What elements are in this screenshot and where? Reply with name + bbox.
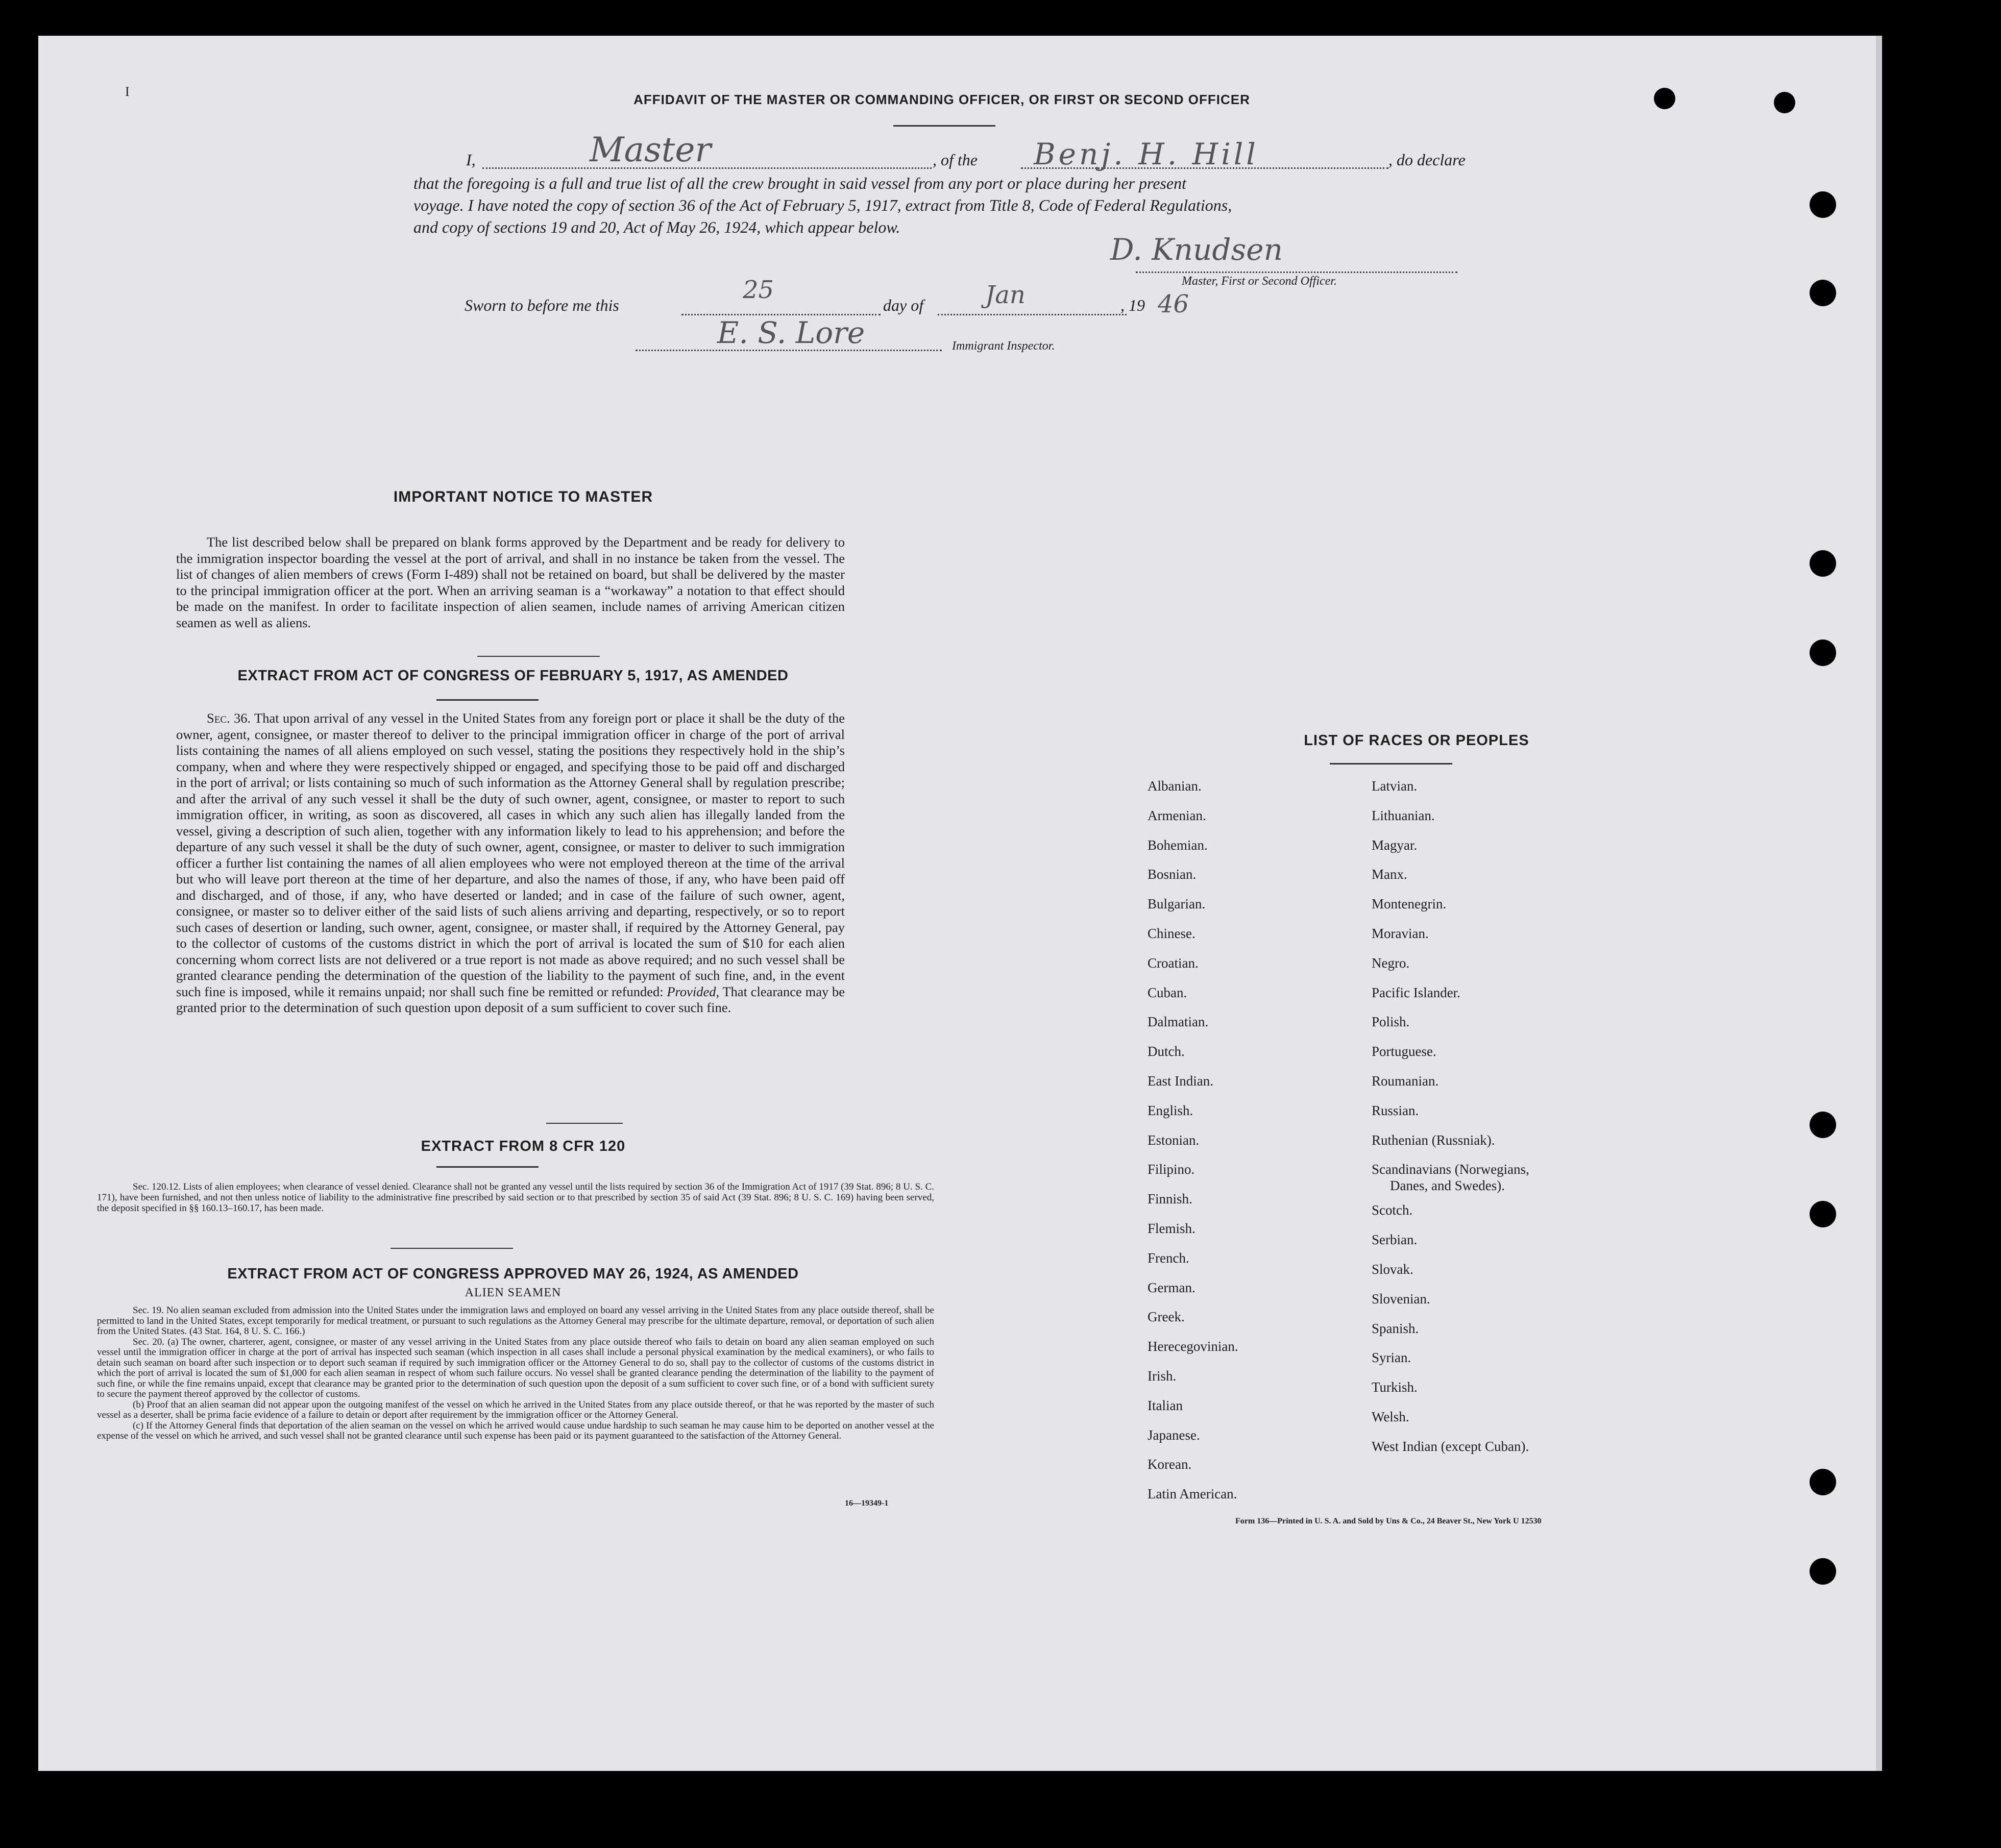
provided-word: Provided,: [667, 983, 720, 999]
race-item: English.: [1148, 1102, 1193, 1118]
punch-hole: [1810, 1469, 1836, 1495]
race-item: Flemish.: [1148, 1220, 1195, 1236]
extract-1917-body: [176, 710, 845, 1016]
race-item: Magyar.: [1372, 837, 1418, 853]
race-item: Bohemian.: [1148, 837, 1208, 853]
affidavit-statement: [413, 173, 1485, 238]
races-underline: [1330, 763, 1452, 765]
inspector-signature: E. S. Lore: [717, 315, 865, 350]
punch-hole: [1810, 1112, 1836, 1138]
race-item: Croatian.: [1148, 955, 1199, 971]
race-item: Polish.: [1372, 1014, 1410, 1030]
title-underline: [893, 125, 995, 127]
punch-hole: [1654, 88, 1675, 109]
race-item: German.: [1148, 1279, 1195, 1295]
extract-cfr-underline: [436, 1166, 539, 1168]
race-item: Roumanian.: [1372, 1073, 1439, 1089]
race-item: Welsh.: [1372, 1409, 1409, 1424]
alien-seamen-subtitle: ALIEN SEAMEN: [465, 1286, 562, 1299]
race-item: Estonian.: [1148, 1132, 1200, 1148]
affidavit-line-4: and copy of sections 19 and 20, Act of May 26, 1924, which appear below.: [413, 218, 900, 236]
section-20a-text: Sec. 20. (a) The owner, charterer, agent, consignee, or master of any vessel arriving in the United States from any place outside thereof who fails to detain on board any alien seaman employed on such vessel until the immigration officer in charge at the port of arrival has inspected such seaman (which inspection in all cases shall include a personal physical examination by the medical examiners), or who fails to detain such seaman on board after such inspection or to deport such seaman if required by such immigration officer or the Attorney General to do so, shall pay to the collector of customs of the customs district in which the port of arrival is located the sum of $1,000 for each alien seaman in respect of whom such failure occurs. No vessel shall be granted clearance pending the determination of the liability to the payment of such fine, or while the fine remains unpaid, except that clearance may be granted prior to the determination of such question upon the deposit of a sum sufficient to cover such fine, or of a bond with sufficient surety to secure the payment thereof approved by the collector of customs.: [97, 1336, 934, 1399]
race-item: Korean.: [1148, 1457, 1192, 1472]
race-item: Slovenian.: [1372, 1291, 1430, 1307]
race-item: Armenian.: [1148, 807, 1206, 823]
punch-hole: [1774, 92, 1795, 113]
race-item: Portuguese.: [1372, 1044, 1436, 1059]
section-20b-text: (b) Proof that an alien seaman did not appear upon the outgoing manifest of the vessel on which he arrived in the United States from any place outside thereof, or that he was reported by the master of such vessel as a deserter, shall be prima facie evidence of a failure to detain or deport after requirement by the immigration officer or the Attorney General.: [97, 1399, 934, 1420]
master-signature: D. Knudsen: [1110, 232, 1283, 267]
race-item: Manx.: [1372, 867, 1407, 882]
section-20c-text: (c) If the Attorney General finds that deportation of the alien seaman on the vessel on which he arrived would cause undue hardship to such seaman he may cause him to be deported on another vessel at the expense of the vessel on which he arrived, and such vessel shall not be granted clearance until such expense has been paid or its payment guaranteed to the satisfaction of the Attorney General.: [97, 1420, 934, 1441]
sworn-label: Sworn to before me this: [465, 296, 619, 314]
race-item: Latvian.: [1372, 778, 1418, 794]
extract-cfr-title: EXTRACT FROM 8 CFR 120: [421, 1138, 626, 1154]
section-36-label: Sec. 36.: [207, 710, 251, 726]
race-item: Scotch.: [1372, 1202, 1413, 1218]
corner-mark: I: [125, 84, 130, 99]
race-item: Serbian.: [1372, 1232, 1418, 1248]
extract-cfr-divider: [391, 1248, 513, 1249]
affidavit-title: AFFIDAVIT OF THE MASTER OR COMMANDING OFFICER, OR FIRST OR SECOND OFFICER: [633, 92, 1250, 107]
vessel-handwritten: Benj. H. Hill: [1034, 137, 1259, 171]
race-item: Lithuanian.: [1372, 807, 1435, 823]
race-item: Irish.: [1148, 1368, 1177, 1384]
race-item: Finnish.: [1148, 1191, 1192, 1207]
sworn-month-handwritten: Jan: [985, 281, 1026, 309]
day-of-label: day of: [883, 296, 924, 314]
race-item: Greek.: [1148, 1309, 1185, 1325]
races-right-column: [1372, 772, 1637, 1462]
extract-1917-divider: [546, 1123, 623, 1124]
race-item: Pacific Islander.: [1372, 984, 1460, 1000]
race-item: Danes, and Swedes).: [1390, 1178, 1505, 1194]
extract-1917-title: EXTRACT FROM ACT OF CONGRESS OF FEBRUARY 5, 1917, AS AMENDED: [237, 668, 789, 684]
extract-1917-underline: [436, 699, 539, 701]
race-item: Syrian.: [1372, 1350, 1411, 1366]
punch-hole: [1810, 280, 1836, 306]
sworn-day-handwritten: 25: [743, 276, 774, 304]
of-the-label: , of the: [933, 151, 978, 169]
section-19-text: Sec. 19. No alien seaman excluded from admission into the United States under the immigration laws and employed on board any vessel arriving in the United States from any place outside thereof, shall be permitted to land in the United States, except temporarily for medical treatment, or pursuant to such regulations as the Attorney General may prescribe for the ultimate departure, removal, or deportation of such alien from the United States. (43 Stat. 164, 8 U. S. C. 166.): [97, 1305, 934, 1337]
year-prefix: , 19: [1120, 296, 1145, 314]
race-item: Italian: [1148, 1397, 1183, 1413]
race-item: Turkish.: [1372, 1379, 1418, 1395]
extract-cfr-body: Sec. 120.12. Lists of alien employees; when clearance of vessel denied. Clearance shall not be granted any vessel until the lists required by section 36 of the Immigration Act of 1917 (39 Stat. 896; 8 U. S. C. 171), have been furnished, and not then unless notice of liability to the administrative fine prescribed by said section or to that prescribed by section 35 of said Act (39 Stat. 896; 8 U. S. C. 169) having been served, the deposit specified in §§ 160.13–160.17, has been made.: [97, 1181, 934, 1214]
year-handwritten: 46: [1158, 290, 1189, 318]
race-item: Moravian.: [1372, 925, 1429, 941]
race-item: Latin American.: [1148, 1486, 1237, 1502]
notice-divider: [477, 656, 600, 657]
race-item: Albanian.: [1148, 778, 1202, 794]
punch-hole: [1810, 1558, 1836, 1585]
affidavit-line-3: voyage. I have noted the copy of section 36 of the Act of February 5, 1917, extract from Title 8, Code of Federal Regulations,: [413, 196, 1232, 214]
inspector-caption: Immigrant Inspector.: [952, 339, 1055, 353]
notice-title: IMPORTANT NOTICE TO MASTER: [393, 488, 653, 505]
punch-hole: [1810, 1201, 1836, 1227]
race-item: Chinese.: [1148, 925, 1195, 941]
race-item: Japanese.: [1148, 1427, 1200, 1443]
printer-note: Form 136—Printed in U. S. A. and Sold by Uns & Co., 24 Beaver St., New York U 12530: [1235, 1517, 1542, 1525]
race-item: Slovak.: [1372, 1261, 1413, 1277]
race-item: Dalmatian.: [1148, 1014, 1209, 1030]
race-item: West Indian (except Cuban).: [1372, 1438, 1529, 1454]
race-item: Cuban.: [1148, 984, 1187, 1000]
race-item: Herecegovinian.: [1148, 1339, 1238, 1354]
race-item: Scandinavians (Norwegians,: [1372, 1162, 1529, 1177]
race-item: Filipino.: [1148, 1162, 1195, 1177]
affidavit-i-label: I,: [466, 151, 476, 169]
do-declare-label: , do declare: [1388, 151, 1466, 169]
race-item: Montenegrin.: [1372, 896, 1447, 912]
master-handwritten: Master: [590, 130, 711, 169]
race-item: Dutch.: [1148, 1044, 1185, 1059]
section-36-text-end: That clearance may be granted prior to the determination of such question upon deposit of a sum sufficient to cover such fine.: [176, 983, 845, 1015]
punch-hole: [1810, 191, 1836, 218]
punch-hole: [1810, 639, 1836, 666]
race-item: Spanish.: [1372, 1320, 1419, 1336]
race-item: Bulgarian.: [1148, 896, 1206, 912]
races-title: LIST OF RACES OR PEOPLES: [1304, 732, 1529, 749]
master-caption: Master, First or Second Officer.: [1182, 275, 1337, 288]
race-item: Russian.: [1372, 1102, 1419, 1118]
race-item: East Indian.: [1148, 1073, 1213, 1089]
race-item: French.: [1148, 1250, 1189, 1266]
signature-line: [1136, 272, 1457, 273]
section-36-text: That upon arrival of any vessel in the United States from any foreign port or place it shall be the duty of the owner, agent, consignee, or master thereof to deliver to the principal immigration officer in charge of the port of arrival lists containing the names of all aliens employed on such vessel, stating the positions they respectively hold in the ship’s company, when and where they were respectively shipped or engaged, and specifying those to be paid off and discharged in the port of arrival; or lists containing so much of such information as the Attorney General shall by regulation prescribe; and after the arrival of any such vessel it shall be the duty of such owner, agent, consignee, or master to report to such immigration officer, in writing, as soon as discovered, all cases in which any such alien has illegally landed from the vessel, giving a description of such alien, together with any information likely to lead to his apprehension; and before the departure of any such vessel it shall be the duty of such owner, agent, consignee, or master to deliver to such immigration officer a further list containing the names of all alien employees who were not employed thereon at the time of the arrival but who will leave port thereon at the time of her departure, and also the names of those, if any, who have been paid off and discharged, and of those, if any, who have deserted or landed; and in case of the failure of such owner, agent, consignee, or master so to deliver either of the said lists of such aliens arriving and departing, respectively, or so to report such cases of desertion or landing, such owner, agent, consignee, or master shall, if required by the Attorney General, pay to the collector of customs of the customs district in which the port of arrival is located the sum of $10 for each alien concerning whom correct lists are not delivered or a true report is not made as above required; and no such vessel shall be granted clearance pending the determination of the question of the liability to the payment of such fine, and, in the event such fine is imposed, while it remains unpaid; nor shall such fine be remitted or refunded:: [176, 710, 845, 999]
notice-body: The list described below shall be prepared on blank forms approved by the Department and be ready for delivery to the immigration inspector boarding the vessel at the port of arrival, and shall in no instance be taken from the vessel. The list of changes of alien members of crews (Form I-489) shall not be retained on board, but shall be delivered by the master to the principal immigration officer at the port. When an arriving seaman is a “workaway” a notation to that effect should be made on the manifest. In order to facilitate inspection of alien seamen, include names of arriving American citizen seamen as well as aliens.: [176, 534, 845, 630]
punch-hole: [1810, 550, 1836, 577]
race-item: Negro.: [1372, 955, 1410, 971]
extract-1924-title: EXTRACT FROM ACT OF CONGRESS APPROVED MAY 26, 1924, AS AMENDED: [227, 1266, 799, 1282]
form-number: 16—19349-1: [845, 1499, 889, 1508]
affidavit-line-2: that the foregoing is a full and true list of all the crew brought in said vessel from any port or place during her present: [413, 174, 1186, 192]
race-item: Bosnian.: [1148, 867, 1197, 882]
race-item: Ruthenian (Russniak).: [1372, 1132, 1495, 1148]
races-left-column: [1148, 772, 1352, 1509]
document-page: [38, 36, 1882, 1771]
sworn-month-line: [938, 314, 1127, 315]
extract-1924-body: [97, 1305, 934, 1442]
